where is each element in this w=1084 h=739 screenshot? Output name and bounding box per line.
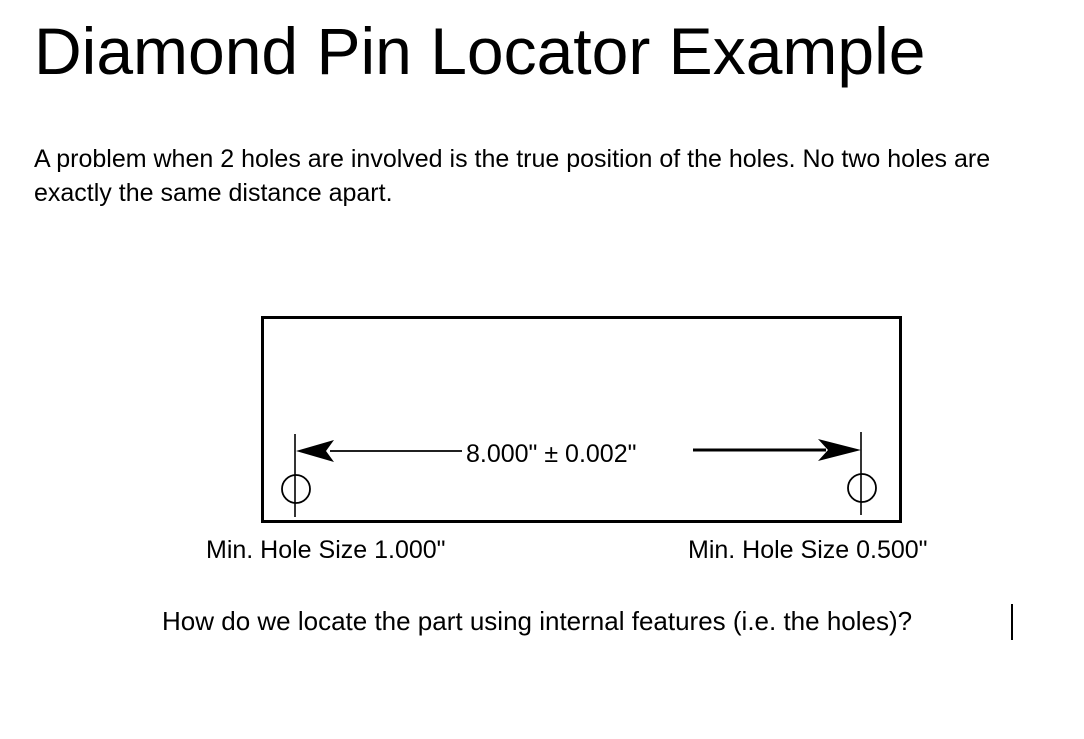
right-hole-circle bbox=[848, 474, 876, 502]
dimension-label: 8.000" ± 0.002" bbox=[466, 440, 637, 468]
question-text: How do we locate the part using internal features (i.e. the holes)? bbox=[162, 606, 913, 636]
part-outline bbox=[263, 318, 901, 522]
dimension-line-right bbox=[693, 439, 861, 461]
right-hole-size-label: Min. Hole Size 0.500" bbox=[688, 536, 928, 564]
text-cursor bbox=[1011, 604, 1013, 640]
slide-title: Diamond Pin Locator Example bbox=[34, 14, 926, 88]
left-hole-circle bbox=[282, 475, 310, 503]
left-hole bbox=[282, 434, 310, 517]
right-hole bbox=[848, 432, 876, 515]
intro-text: A problem when 2 holes are involved is the true position of the holes. No two holes are exactly the same distance apart. bbox=[34, 145, 991, 207]
left-hole-size-label: Min. Hole Size 1.000" bbox=[206, 536, 446, 564]
left-arrowhead bbox=[296, 440, 334, 462]
dimension-line-left bbox=[296, 440, 462, 462]
